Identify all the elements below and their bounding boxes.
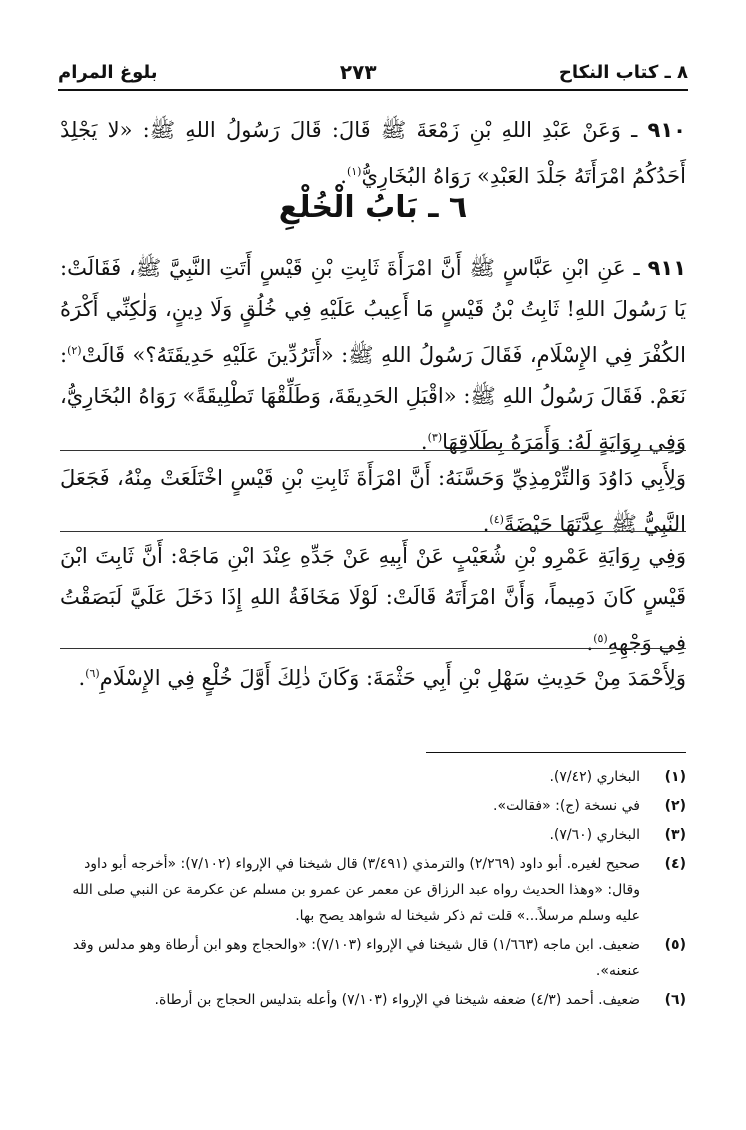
footnote-number: (٦)	[664, 992, 686, 1008]
footnote-text: صحيح لغيره. أبو داود (٢/٢٦٩) والترمذي (٣/٤٩١) قال شيخنا في الإرواء (٧/١٠٢): «أخرجه أبو داود وقال: «وهذا الحديث رواه عبد الرزاق عن معمر عن عمرو بن مسلم عن عكرمة عن النبي صلى الله عليه وسلم مرسلاً...» قلت ثم ذكر شيخنا له شواهد يصح بها.	[72, 856, 640, 924]
footnote-text: البخاري (٧/٤٢).	[549, 769, 640, 785]
footnote-number: (٥)	[664, 937, 686, 953]
footnote-text: البخاري (٧/٦٠).	[549, 827, 640, 843]
footnote-number: (٣)	[664, 827, 686, 843]
chapter-header: ٨ ـ كتاب النكاح	[558, 61, 688, 83]
separator	[60, 648, 686, 650]
separator	[60, 450, 686, 452]
book-title: بلوغ المرام	[58, 61, 158, 83]
footnote-3	[60, 822, 686, 848]
paragraph-ahmad: وَلِأَحْمَدَ مِنْ حَدِيثِ سَهْلِ بْنِ أَبِي حَثْمَةَ: وَكَانَ ذٰلِكَ أَوَّلَ خُلْعٍ فِي الإِسْلَامِ$^{(٦)}$.	[78, 666, 686, 690]
footnote-ref: (٦)	[85, 667, 100, 680]
footnote-text: ضعيف. ابن ماجه (١/٦٦٣) قال شيخنا في الإرواء (٧/١٠٣): «والحجاج وهو ابن أرطاة وهو مدلس وقد عنعنه».	[72, 937, 640, 979]
paragraph-ibnmajah: وَفِي رِوَايَةِ عَمْرِو بْنِ شُعَيْبٍ عَنْ أَبِيهِ عَنْ جَدِّهِ عِنْدَ ابْنِ مَاجَهْ: أَنَّ ثَابِتَ ابْنَ قَيْسٍ كَانَ دَمِيماً، وَأَنَّ امْرَأَتَهُ قَالَتْ: لَوْلَا مَخَافَةُ اللهِ إِذَا دَخَلَ عَلَيَّ لَبَصَقْتُ فِي وَجْهِهِ$^{(٥)}$.	[60, 544, 686, 655]
hadith-text-cont: : نَعَمْ. فَقَالَ رَسُولُ اللهِ ﷺ: «اقْبَلِ الحَدِيقَةَ، وَطَلِّقْهَا تَطْلِيقَةً» رَوَاهُ البُخَارِيُّ، وَفِي رِوَايَةٍ لَهُ: وَأَمَرَهُ بِطَلَاقِهَا	[60, 343, 686, 454]
hadith-number: ٩١٠	[647, 118, 686, 142]
footnote-number: (٢)	[664, 798, 686, 814]
footnote-ref: (٤)	[489, 513, 504, 526]
footnote-ref: (١)	[346, 165, 362, 178]
chapter-title: ٦ ـ بَابُ الْخُلْعِ	[278, 190, 468, 225]
footnote-text: ضعيف. أحمد (٤/٣) ضعفه شيخنا في الإرواء (٧/١٠٣) وأعله بتدليس الحجاج بن أرطاة.	[154, 992, 640, 1008]
footnote-ref: (٥)	[593, 632, 608, 645]
hadith-text: ـ وَعَنْ عَبْدِ اللهِ بْنِ زَمْعَةَ ﷺ قَالَ: قَالَ رَسُولُ اللهِ ﷺ: «لا يَجْلِدْ أَحَدُكُمُ امْرَأَتَهُ جَلْدَ العَبْدِ» رَوَاهُ البُخَارِيُّ	[60, 118, 686, 188]
paragraph-abudawud: وَلِأَبِي دَاوُدَ وَالتِّرْمِذِيِّ وَحَسَّنَهُ: أَنَّ امْرَأَةَ ثَابِتِ بْنِ قَيْسٍ اخْتَلَعَتْ مِنْهُ، فَجَعَلَ النَّبِيُّ ﷺ عِدَّتَهَا حَيْضَةً$^{(٤)}$.	[60, 466, 686, 536]
footnote-5	[60, 932, 686, 984]
footnotes	[60, 764, 686, 1016]
footnote-4	[60, 851, 686, 929]
hadith-text: ـ عَنِ ابْنِ عَبَّاسٍ ﷺ أَنَّ امْرَأَةَ ثَابِتِ بْنِ قَيْسٍ أَتَتِ النَّبِيَّ ﷺ، فَقَالَتْ: يَا رَسُولَ اللهِ! ثَابِتُ بْنُ قَيْسٍ مَا أَعِيبُ عَلَيْهِ فِي خُلُقٍ وَلَا دِينٍ، وَلٰكِنِّي أَكْرَهُ الكُفْرَ فِي الإِسْلَامِ، فَقَالَ رَسُولُ اللهِ ﷺ: «أَتَرُدِّينَ عَلَيْهِ حَدِيقَتَهُ؟» قَالَتْ	[60, 256, 686, 367]
page-header	[58, 55, 688, 91]
footnote-rule	[426, 752, 686, 753]
paragraph-text: وَلِأَبِي دَاوُدَ وَالتِّرْمِذِيِّ وَحَسَّنَهُ: أَنَّ امْرَأَةَ ثَابِتِ بْنِ قَيْسٍ اخْتَلَعَتْ مِنْهُ، فَجَعَلَ النَّبِيُّ ﷺ عِدَّتَهَا حَيْضَةً	[60, 466, 686, 536]
footnote-ref: (٣)	[427, 431, 443, 444]
footnote-1	[60, 764, 686, 790]
hadith-number: ٩١١	[647, 256, 687, 280]
footnote-number: (٤)	[664, 856, 686, 872]
hadith-910: ٩١٠ ـ وَعَنْ عَبْدِ اللهِ بْنِ زَمْعَةَ ﷺ قَالَ: قَالَ رَسُولُ اللهِ ﷺ: «لا يَجْلِدْ أَحَدُكُمُ امْرَأَتَهُ جَلْدَ العَبْدِ» رَوَاهُ البُخَارِيُّ$^{(١)}$.	[60, 118, 686, 188]
footnote-text: في نسخة (ج): «فقالت».	[493, 798, 640, 814]
paragraph-text: وَلِأَحْمَدَ مِنْ حَدِيثِ سَهْلِ بْنِ أَبِي حَثْمَةَ: وَكَانَ ذٰلِكَ أَوَّلَ خُلْعٍ فِي الإِسْلَامِ	[99, 666, 686, 690]
page-number: ٢٧٣	[339, 60, 377, 84]
separator	[60, 531, 686, 533]
footnote-2	[60, 793, 686, 819]
paragraph-text: وَفِي رِوَايَةِ عَمْرِو بْنِ شُعَيْبٍ عَنْ أَبِيهِ عَنْ جَدِّهِ عِنْدَ ابْنِ مَاجَهْ: أَنَّ ثَابِتَ ابْنَ قَيْسٍ كَانَ دَمِيماً، وَأَنَّ امْرَأَتَهُ قَالَتْ: لَوْلَا مَخَافَةُ اللهِ إِذَا دَخَلَ عَلَيَّ لَبَصَقْتُ فِي وَجْهِهِ	[60, 544, 686, 655]
footnote-6	[60, 987, 686, 1013]
hadith-911: ٩١١ ـ عَنِ ابْنِ عَبَّاسٍ ﷺ أَنَّ امْرَأَةَ ثَابِتِ بْنِ قَيْسٍ أَتَتِ النَّبِيَّ ﷺ، فَقَالَتْ: يَا رَسُولَ اللهِ! ثَابِتُ بْنُ قَيْسٍ مَا أَعِيبُ عَلَيْهِ فِي خُلُقٍ وَلَا دِينٍ، وَلٰكِنِّي أَكْرَهُ الكُفْرَ فِي الإِسْلَامِ، فَقَالَ رَسُولُ اللهِ ﷺ: «أَتَرُدِّينَ عَلَيْهِ حَدِيقَتَهُ؟» قَالَتْ$^{(٢)}$: نَعَمْ. فَقَالَ رَسُولُ اللهِ ﷺ: «اقْبَلِ الحَدِيقَةَ، وَطَلِّقْهَا تَطْلِيقَةً» رَوَاهُ البُخَارِيُّ، وَفِي رِوَايَةٍ لَهُ: وَأَمَرَهُ بِطَلَاقِهَا$^{(٣)}$.	[60, 256, 687, 454]
footnote-number: (١)	[664, 769, 686, 785]
footnote-ref: (٢)	[67, 344, 82, 357]
